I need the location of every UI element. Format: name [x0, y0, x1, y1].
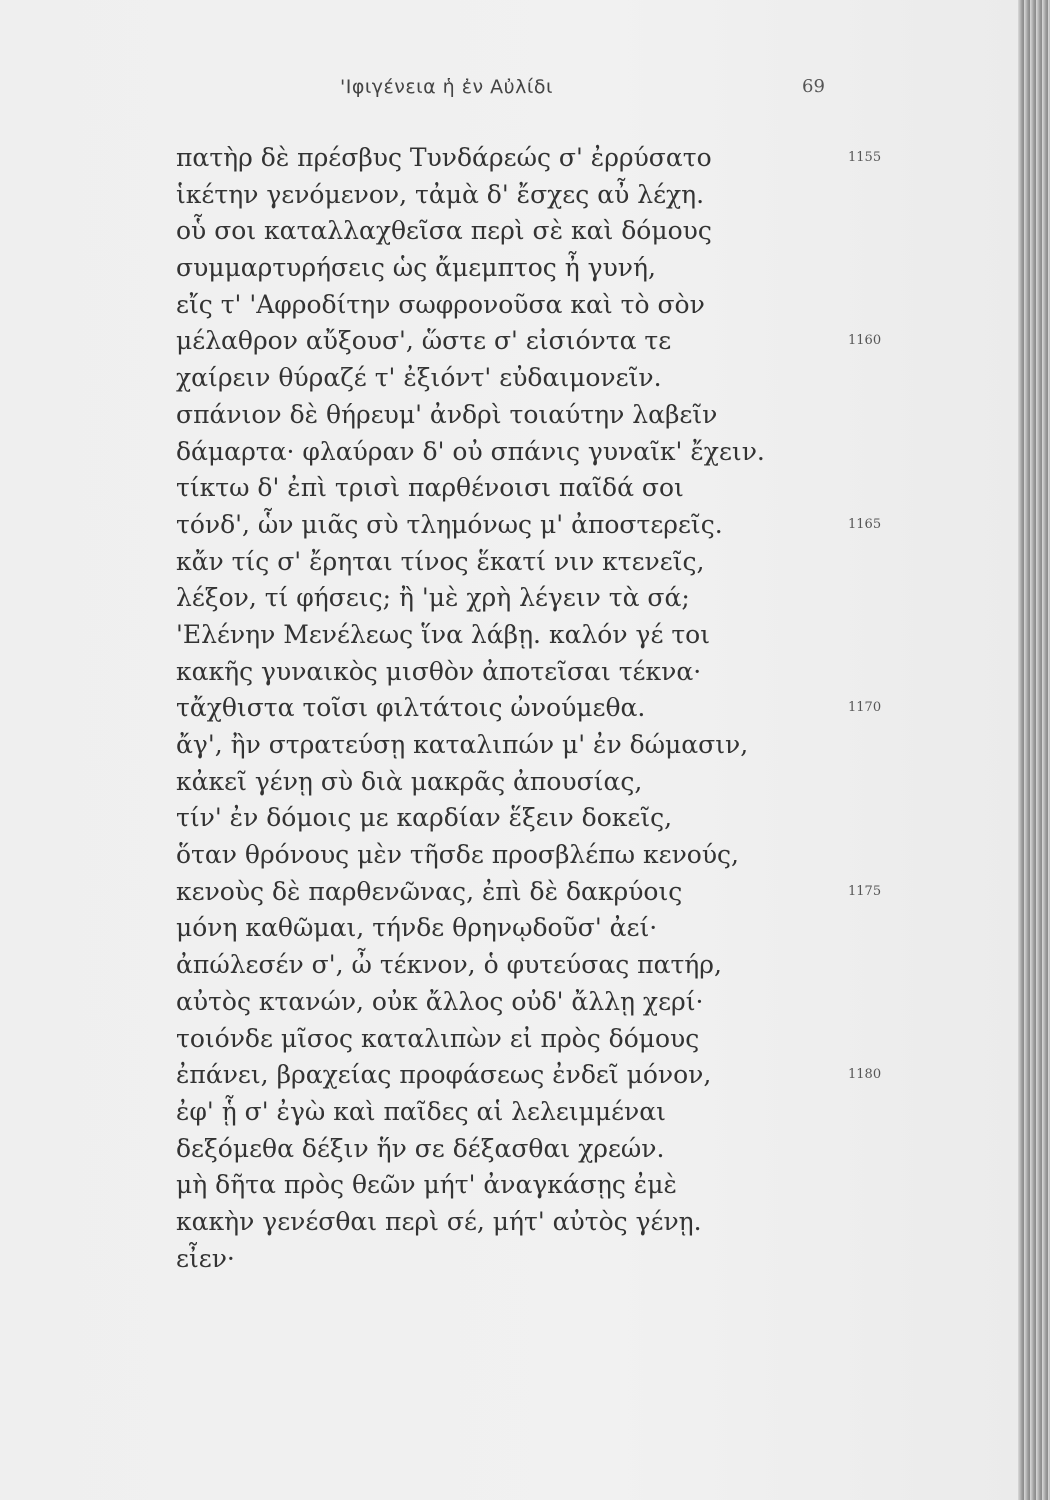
- page-edge: [1018, 0, 1050, 1500]
- running-title: 'Ιφιγένεια ἡ ἐν Αὐλίδι: [340, 76, 553, 98]
- line-number: 1170: [848, 700, 882, 716]
- verse-text: εἶεν·: [176, 1243, 235, 1273]
- verse-line: [176, 323, 976, 360]
- line-number: 1165: [848, 516, 882, 532]
- verse-text: τίκτω δ' ἐπὶ τρισὶ παρθένοισι παῖδά σοι: [176, 473, 684, 503]
- verse-text: ἀπώλεσέν σ', ὦ τέκνον, ὁ φυτεύσας πατήρ,: [176, 950, 722, 980]
- verse-text: κἄν τίς σ' ἔρηται τίνος ἕκατί νιν κτενεῖς,: [176, 546, 705, 576]
- verse-line: [176, 764, 976, 801]
- verse-text: κακὴν γενέσθαι περὶ σέ, μήτ' αὐτὸς γένῃ.: [176, 1206, 702, 1236]
- verse-line: [176, 434, 976, 471]
- verse-text: μέλαθρον αὔξουσ', ὥστε σ' εἰσιόντα τε: [176, 326, 672, 356]
- verse-line: [176, 140, 976, 177]
- verse-line: [176, 250, 976, 287]
- verse-text: τοιόνδε μῖσος καταλιπὼν εἰ πρὸς δόμους: [176, 1023, 700, 1053]
- verse-line: [176, 874, 976, 911]
- verse-text: τἄχθιστα τοῖσι φιλτάτοις ὠνούμεθα.: [176, 693, 646, 723]
- verse-text: 'Ελένην Μενέλεως ἵνα λάβῃ. καλόν γέ τοι: [176, 619, 711, 649]
- verse-line: [176, 580, 976, 617]
- verse-line: [176, 800, 976, 837]
- verse-line: [176, 177, 976, 214]
- page-number: 69: [802, 76, 825, 97]
- verse-line: [176, 213, 976, 250]
- verse-text: μόνη καθῶμαι, τήνδε θρηνῳδοῦσ' ἀεί·: [176, 913, 658, 943]
- line-number: 1180: [848, 1067, 882, 1083]
- verse-text: χαίρειν θύραζέ τ' ἐξιόντ' εὐδαιμονεῖν.: [176, 363, 662, 393]
- verse-line: [176, 1241, 976, 1278]
- verse-line: [176, 1204, 976, 1241]
- verse-text: κἀκεῖ γένῃ σὺ διὰ μακρᾶς ἀπουσίας,: [176, 766, 643, 796]
- verse-line: [176, 1131, 976, 1168]
- verse-line: [176, 617, 976, 654]
- verse-text: οὗ σοι καταλλαχθεῖσα περὶ σὲ καὶ δόμους: [176, 216, 712, 246]
- verse-text: συμμαρτυρήσεις ὡς ἄμεμπτος ἦ γυνή,: [176, 253, 656, 283]
- verse-line: [176, 470, 976, 507]
- verse-line: [176, 1021, 976, 1058]
- verse-text: ἄγ', ἢν στρατεύσῃ καταλιπών μ' ἐν δώμασιν,: [176, 730, 749, 759]
- verse-text: μὴ δῆτα πρὸς θεῶν μήτ' ἀναγκάσῃς ἐμὲ: [176, 1170, 677, 1200]
- verse-line: [176, 287, 976, 324]
- line-number: 1175: [848, 883, 882, 899]
- verse-text: κακῆς γυναικὸς μισθὸν ἀποτεῖσαι τέκνα·: [176, 656, 702, 686]
- verse-text: σπάνιον δὲ θήρευμ' ἀνδρὶ τοιαύτην λαβεῖν: [176, 399, 718, 429]
- verse-text: τίν' ἐν δόμοις με καρδίαν ἕξειν δοκεῖς,: [176, 803, 673, 833]
- verse-text: εἴς τ' 'Αφροδίτην σωφρονοῦσα καὶ τὸ σὸν: [176, 289, 705, 319]
- verse-block: [176, 140, 976, 1277]
- verse-line: [176, 947, 976, 984]
- verse-text: πατὴρ δὲ πρέσβυς Τυνδάρεώς σ' ἐρρύσατο: [176, 143, 712, 172]
- verse-line: [176, 1057, 976, 1094]
- verse-line: [176, 544, 976, 581]
- verse-line: [176, 1094, 976, 1131]
- verse-text: ἱκέτην γενόμενον, τἀμὰ δ' ἔσχες αὖ λέχη.: [176, 179, 705, 209]
- verse-line: [176, 727, 976, 764]
- verse-text: αὐτὸς κτανών, οὐκ ἄλλος οὐδ' ἄλλῃ χερί·: [176, 986, 704, 1016]
- verse-text: ἐφ' ᾗ σ' ἐγὼ καὶ παῖδες αἱ λελειμμέναι: [176, 1096, 666, 1126]
- verse-line: [176, 397, 976, 434]
- verse-line: [176, 910, 976, 947]
- verse-text: ἐπάνει, βραχείας προφάσεως ἐνδεῖ μόνον,: [176, 1060, 712, 1090]
- verse-text: κενοὺς δὲ παρθενῶνας, ἐπὶ δὲ δακρύοις: [176, 876, 683, 906]
- verse-line: [176, 690, 976, 727]
- verse-line: [176, 837, 976, 874]
- verse-line: [176, 654, 976, 691]
- verse-text: δάμαρτα· φλαύραν δ' οὐ σπάνις γυναῖκ' ἔχειν.: [176, 436, 765, 466]
- verse-line: [176, 1167, 976, 1204]
- verse-text: τόνδ', ὧν μιᾶς σὺ τλημόνως μ' ἀποστερεῖς.: [176, 509, 723, 539]
- line-number: 1155: [848, 150, 882, 165]
- verse-text: δεξόμεθα δέξιν ἥν σε δέξασθαι χρεών.: [176, 1133, 665, 1163]
- verse-text: λέξον, τί φήσεις; ἢ 'μὲ χρὴ λέγειν τὰ σά;: [176, 583, 690, 613]
- verse-text: ὅταν θρόνους μὲν τῆσδε προσβλέπω κενούς,: [176, 840, 739, 870]
- verse-line: [176, 984, 976, 1021]
- line-number: 1160: [848, 333, 882, 349]
- verse-line: [176, 507, 976, 544]
- verse-line: [176, 360, 976, 397]
